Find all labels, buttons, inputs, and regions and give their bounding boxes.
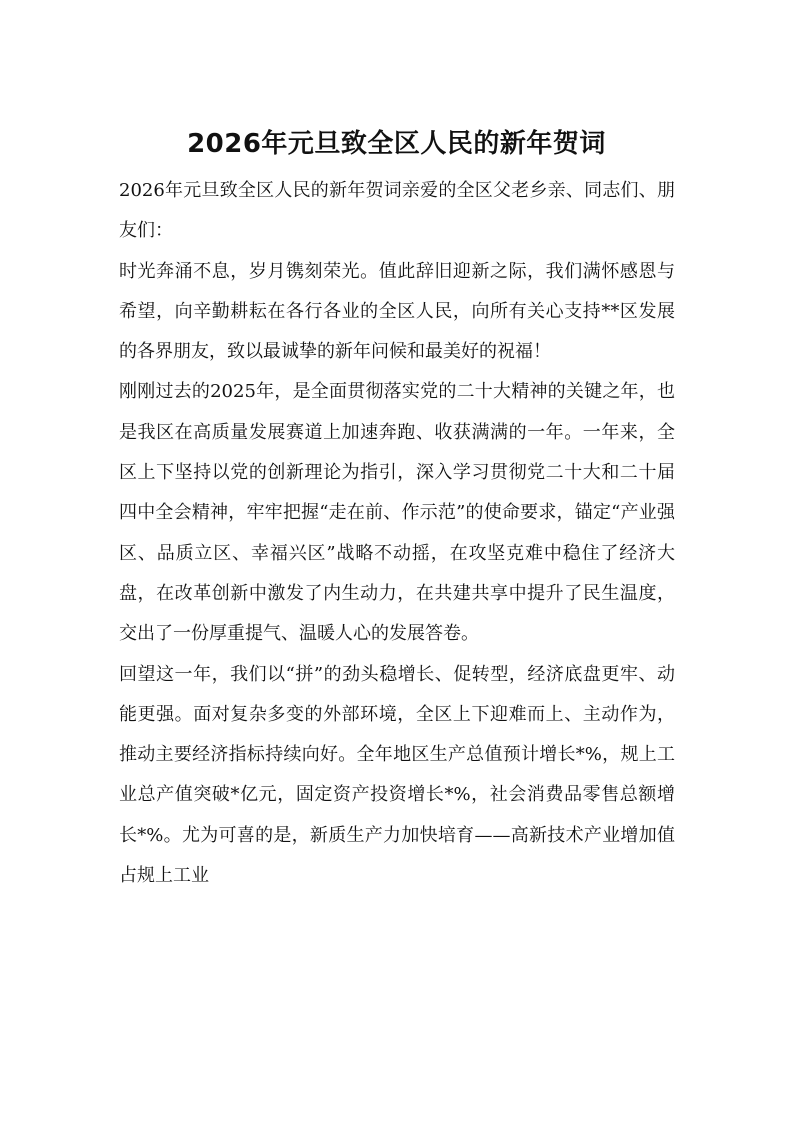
paragraph-year-review: 刚刚过去的2025年，是全面贯彻落实党的二十大精神的关键之年，也是我区在高质量发展赛道上加速奔跑、收获满满的一年。一年来，全区上下坚持以党的创新理论为指引，深入学习贯彻党二十大和二十届四中全会精神，牢牢把握“走在前、作示范”的使命要求，锚定“产业强区、品质立区、幸福兴区”战略不动摇，在攻坚克难中稳住了经济大盘，在改革创新中激发了内生动力，在共建共享中提升了民生温度，交出了一份厚重提气、温暖人心的发展答卷。 <box>119 381 675 645</box>
paragraph-economy: 回望这一年，我们以“拼”的劲头稳增长、促转型，经济底盘更牢、动能更强。面对复杂多变的外部环境，全区上下迎难而上、主动作为，推动主要经济指标持续向好。全年地区生产总值预计增长*%，规上工业总产值突破*亿元，固定资产投资增长*%，社会消费品零售总额增长*%。尤为可喜的是，新质生产力加快培育——高新技术产业增加值占规上工业 <box>119 663 675 887</box>
document-title: 2026年元旦致全区人民的新年贺词 <box>187 129 606 159</box>
document-body <box>119 171 675 896</box>
paragraph-salutation: 2026年元旦致全区人民的新年贺词亲爱的全区父老乡亲、同志们、朋友们： <box>119 180 675 242</box>
paragraph-greeting: 时光奔涌不息，岁月镌刻荣光。值此辞旧迎新之际，我们满怀感恩与希望，向辛勤耕耘在各行各业的全区人民，向所有关心支持**区发展的各界朋友，致以最诚挚的新年问候和最美好的祝福！ <box>119 260 675 363</box>
